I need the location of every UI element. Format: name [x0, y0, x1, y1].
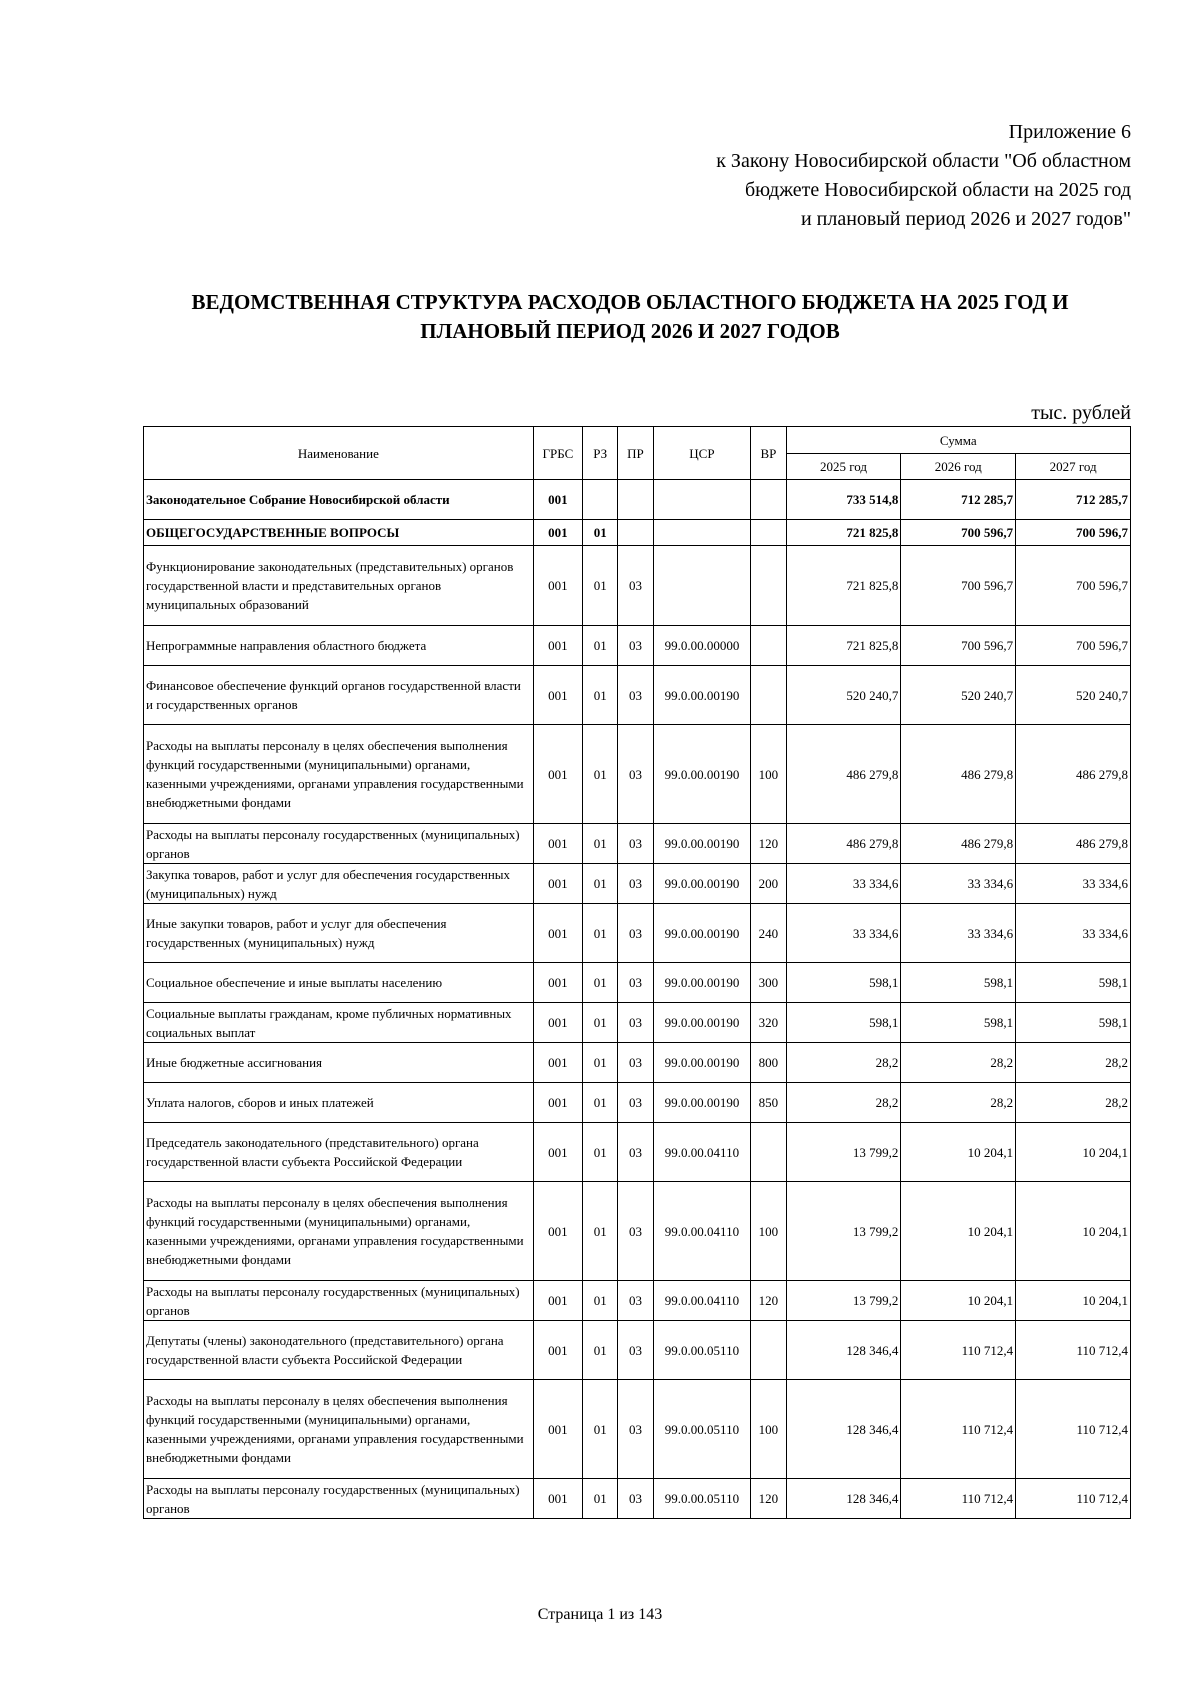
table-cell-name: Расходы на выплаты персоналу государственных (муниципальных) органов [144, 1281, 534, 1321]
appendix-line-1: Приложение 6 [1008, 121, 1131, 143]
table-cell-csr: 99.0.00.00190 [653, 666, 751, 725]
table-cell-rz [583, 480, 618, 520]
table-cell-2027: 10 204,1 [1016, 1281, 1131, 1321]
appendix-line-3: бюджете Новосибирской области на 2025 год [744, 179, 1131, 201]
table-cell-2026: 520 240,7 [901, 666, 1016, 725]
table-cell-vr [751, 1321, 786, 1380]
table-cell-2026: 598,1 [901, 1003, 1016, 1043]
header-pr: ПР [618, 427, 653, 480]
table-cell-2026: 700 596,7 [901, 546, 1016, 626]
table-cell-csr: 99.0.00.00190 [653, 1003, 751, 1043]
table-cell-rz: 01 [583, 546, 618, 626]
table-cell-grbs: 001 [533, 1182, 582, 1281]
table-cell-2027: 700 596,7 [1016, 520, 1131, 546]
table-cell-rz: 01 [583, 1479, 618, 1519]
table-cell-2027: 28,2 [1016, 1083, 1131, 1123]
table-cell-name: Председатель законодательного (представительного) органа государственной власти субъекта Российской Федерации [144, 1123, 534, 1182]
table-row [144, 1182, 1131, 1281]
table-row [144, 1123, 1131, 1182]
table-cell-2025: 598,1 [786, 1003, 901, 1043]
table-cell-name: Расходы на выплаты персоналу в целях обеспечения выполнения функций государственными (муниципальными) органами, казенными учреждениями, органами управления государственными внебюджетными фондами [144, 725, 534, 824]
table-row [144, 666, 1131, 725]
table-cell-csr [653, 480, 751, 520]
header-vr: ВР [751, 427, 786, 480]
table-cell-pr: 03 [618, 626, 653, 666]
table-cell-csr: 99.0.00.00190 [653, 864, 751, 904]
table-cell-vr [751, 520, 786, 546]
table-cell-rz: 01 [583, 725, 618, 824]
table-cell-csr [653, 520, 751, 546]
table-cell-pr: 03 [618, 904, 653, 963]
table-row [144, 626, 1131, 666]
table-cell-rz: 01 [583, 666, 618, 725]
table-cell-csr: 99.0.00.00190 [653, 904, 751, 963]
table-cell-rz: 01 [583, 824, 618, 864]
table-cell-pr: 03 [618, 1123, 653, 1182]
table-cell-grbs: 001 [533, 1479, 582, 1519]
table-cell-vr: 100 [751, 725, 786, 824]
table-cell-rz: 01 [583, 1083, 618, 1123]
table-cell-2027: 700 596,7 [1016, 546, 1131, 626]
header-csr: ЦСР [653, 427, 751, 480]
table-cell-pr: 03 [618, 546, 653, 626]
table-cell-2025: 721 825,8 [786, 626, 901, 666]
table-cell-name: Расходы на выплаты персоналу государственных (муниципальных) органов [144, 1479, 534, 1519]
table-cell-pr: 03 [618, 864, 653, 904]
table-cell-2025: 733 514,8 [786, 480, 901, 520]
table-cell-rz: 01 [583, 1380, 618, 1479]
title-line-2: ПЛАНОВЫЙ ПЕРИОД 2026 И 2027 ГОДОВ [420, 319, 840, 343]
table-cell-csr: 99.0.00.05110 [653, 1321, 751, 1380]
title-line-1: ВЕДОМСТВЕННАЯ СТРУКТУРА РАСХОДОВ ОБЛАСТНОГО БЮДЖЕТА НА 2025 ГОД И [191, 290, 1069, 314]
table-cell-name: Уплата налогов, сборов и иных платежей [144, 1083, 534, 1123]
table-cell-rz: 01 [583, 864, 618, 904]
table-cell-pr: 03 [618, 1321, 653, 1380]
table-cell-rz: 01 [583, 1321, 618, 1380]
table-cell-vr [751, 1123, 786, 1182]
table-row [144, 480, 1131, 520]
table-row [144, 1281, 1131, 1321]
table-cell-grbs: 001 [533, 520, 582, 546]
table-cell-rz: 01 [583, 1182, 618, 1281]
table-cell-2025: 721 825,8 [786, 546, 901, 626]
header-rz: РЗ [583, 427, 618, 480]
table-cell-2027: 33 334,6 [1016, 904, 1131, 963]
table-cell-name: Иные бюджетные ассигнования [144, 1043, 534, 1083]
table-cell-csr: 99.0.00.00190 [653, 1083, 751, 1123]
table-row [144, 1479, 1131, 1519]
table-cell-csr: 99.0.00.04110 [653, 1281, 751, 1321]
table-cell-2026: 110 712,4 [901, 1321, 1016, 1380]
table-cell-vr: 120 [751, 1479, 786, 1519]
appendix-line-2: к Закону Новосибирской области "Об областном [716, 150, 1131, 172]
table-cell-grbs: 001 [533, 1123, 582, 1182]
table-cell-2025: 486 279,8 [786, 725, 901, 824]
table-cell-csr: 99.0.00.00190 [653, 824, 751, 864]
units-label: тыс. рублей [1031, 402, 1131, 424]
table-cell-name: ОБЩЕГОСУДАРСТВЕННЫЕ ВОПРОСЫ [144, 520, 534, 546]
table-cell-grbs: 001 [533, 666, 582, 725]
table-cell-csr: 99.0.00.05110 [653, 1479, 751, 1519]
table-cell-rz: 01 [583, 520, 618, 546]
table-row [144, 1003, 1131, 1043]
table-cell-vr: 300 [751, 963, 786, 1003]
document-title [130, 288, 1130, 346]
table-cell-csr: 99.0.00.00190 [653, 1043, 751, 1083]
table-cell-pr [618, 520, 653, 546]
table-cell-vr [751, 666, 786, 725]
header-2026: 2026 год [901, 454, 1016, 480]
table-cell-pr: 03 [618, 1182, 653, 1281]
table-row [144, 520, 1131, 546]
appendix-line-4: и плановый период 2026 и 2027 годов" [800, 208, 1131, 230]
table-cell-2027: 712 285,7 [1016, 480, 1131, 520]
table-cell-2025: 28,2 [786, 1083, 901, 1123]
table-cell-2025: 13 799,2 [786, 1281, 901, 1321]
table-cell-vr: 100 [751, 1182, 786, 1281]
table-cell-2027: 33 334,6 [1016, 864, 1131, 904]
table-cell-rz: 01 [583, 1043, 618, 1083]
table-cell-vr: 850 [751, 1083, 786, 1123]
table-cell-grbs: 001 [533, 1281, 582, 1321]
table-cell-name: Функционирование законодательных (представительных) органов государственной власти и представительных органов муниципальных образований [144, 546, 534, 626]
table-row [144, 546, 1131, 626]
table-cell-name: Законодательное Собрание Новосибирской области [144, 480, 534, 520]
table-cell-2027: 28,2 [1016, 1043, 1131, 1083]
table-cell-vr: 320 [751, 1003, 786, 1043]
table-cell-vr: 120 [751, 824, 786, 864]
table-cell-2025: 721 825,8 [786, 520, 901, 546]
table-cell-name: Финансовое обеспечение функций органов государственной власти и государственных органов [144, 666, 534, 725]
table-cell-2026: 712 285,7 [901, 480, 1016, 520]
table-cell-pr: 03 [618, 824, 653, 864]
table-cell-pr: 03 [618, 1083, 653, 1123]
table-cell-2026: 10 204,1 [901, 1182, 1016, 1281]
table-cell-name: Непрограммные направления областного бюджета [144, 626, 534, 666]
table-cell-grbs: 001 [533, 963, 582, 1003]
table-cell-2027: 598,1 [1016, 963, 1131, 1003]
table-cell-grbs: 001 [533, 1003, 582, 1043]
table-cell-2026: 598,1 [901, 963, 1016, 1003]
budget-table [143, 426, 1131, 1519]
table-cell-name: Расходы на выплаты персоналу в целях обеспечения выполнения функций государственными (муниципальными) органами, казенными учреждениями, органами управления государственными внебюджетными фондами [144, 1380, 534, 1479]
table-cell-grbs: 001 [533, 824, 582, 864]
table-cell-2026: 110 712,4 [901, 1479, 1016, 1519]
table-cell-2025: 13 799,2 [786, 1123, 901, 1182]
header-2025: 2025 год [786, 454, 901, 480]
table-cell-rz: 01 [583, 626, 618, 666]
table-cell-name: Расходы на выплаты персоналу в целях обеспечения выполнения функций государственными (муниципальными) органами, казенными учреждениями, органами управления государственными внебюджетными фондами [144, 1182, 534, 1281]
table-cell-rz: 01 [583, 1281, 618, 1321]
table-cell-grbs: 001 [533, 480, 582, 520]
table-cell-vr [751, 480, 786, 520]
table-cell-2027: 700 596,7 [1016, 626, 1131, 666]
table-cell-2025: 598,1 [786, 963, 901, 1003]
table-cell-csr: 99.0.00.05110 [653, 1380, 751, 1479]
table-cell-grbs: 001 [533, 1321, 582, 1380]
table-cell-pr: 03 [618, 1479, 653, 1519]
table-cell-name: Депутаты (члены) законодательного (представительного) органа государственной власти субъекта Российской Федерации [144, 1321, 534, 1380]
table-cell-2027: 10 204,1 [1016, 1123, 1131, 1182]
table-cell-2026: 486 279,8 [901, 824, 1016, 864]
table-row [144, 824, 1131, 864]
table-cell-2025: 33 334,6 [786, 864, 901, 904]
table-cell-2026: 700 596,7 [901, 626, 1016, 666]
table-cell-pr [618, 480, 653, 520]
table-cell-2027: 486 279,8 [1016, 725, 1131, 824]
table-cell-grbs: 001 [533, 546, 582, 626]
header-sum: Сумма [786, 427, 1130, 454]
table-cell-vr: 100 [751, 1380, 786, 1479]
table-cell-csr [653, 546, 751, 626]
table-cell-2025: 33 334,6 [786, 904, 901, 963]
table-cell-2025: 128 346,4 [786, 1321, 901, 1380]
table-cell-name: Социальные выплаты гражданам, кроме публичных нормативных социальных выплат [144, 1003, 534, 1043]
table-cell-2025: 28,2 [786, 1043, 901, 1083]
table-cell-pr: 03 [618, 725, 653, 824]
table-cell-vr: 240 [751, 904, 786, 963]
table-cell-2027: 110 712,4 [1016, 1380, 1131, 1479]
table-row [144, 864, 1131, 904]
table-cell-2025: 128 346,4 [786, 1479, 901, 1519]
table-row [144, 963, 1131, 1003]
table-cell-grbs: 001 [533, 725, 582, 824]
table-cell-csr: 99.0.00.00190 [653, 963, 751, 1003]
table-cell-csr: 99.0.00.04110 [653, 1182, 751, 1281]
table-row [144, 725, 1131, 824]
table-cell-pr: 03 [618, 1281, 653, 1321]
table-cell-grbs: 001 [533, 864, 582, 904]
table-cell-grbs: 001 [533, 1043, 582, 1083]
table-cell-2026: 28,2 [901, 1083, 1016, 1123]
table-cell-pr: 03 [618, 666, 653, 725]
table-cell-2025: 13 799,2 [786, 1182, 901, 1281]
page-number: Страница 1 из 143 [537, 1606, 663, 1623]
appendix-note [611, 118, 1131, 234]
header-name: Наименование [144, 427, 534, 480]
table-cell-vr [751, 546, 786, 626]
table-cell-2026: 33 334,6 [901, 864, 1016, 904]
table-cell-2025: 520 240,7 [786, 666, 901, 725]
table-cell-2026: 28,2 [901, 1043, 1016, 1083]
table-cell-vr: 800 [751, 1043, 786, 1083]
table-cell-grbs: 001 [533, 626, 582, 666]
table-row [144, 1321, 1131, 1380]
table-cell-name: Расходы на выплаты персоналу государственных (муниципальных) органов [144, 824, 534, 864]
table-cell-pr: 03 [618, 1043, 653, 1083]
table-cell-pr: 03 [618, 1380, 653, 1479]
table-cell-2027: 10 204,1 [1016, 1182, 1131, 1281]
table-cell-2027: 520 240,7 [1016, 666, 1131, 725]
table-header [144, 427, 1131, 480]
table-cell-rz: 01 [583, 963, 618, 1003]
table-cell-2025: 486 279,8 [786, 824, 901, 864]
table-cell-grbs: 001 [533, 1380, 582, 1479]
table-cell-2026: 700 596,7 [901, 520, 1016, 546]
header-grbs: ГРБС [533, 427, 582, 480]
table-cell-2027: 110 712,4 [1016, 1479, 1131, 1519]
table-cell-csr: 99.0.00.04110 [653, 1123, 751, 1182]
table-cell-2027: 598,1 [1016, 1003, 1131, 1043]
table-row [144, 1083, 1131, 1123]
table-cell-csr: 99.0.00.00000 [653, 626, 751, 666]
table-cell-name: Социальное обеспечение и иные выплаты населению [144, 963, 534, 1003]
table-cell-name: Иные закупки товаров, работ и услуг для обеспечения государственных (муниципальных) нужд [144, 904, 534, 963]
table-cell-2027: 110 712,4 [1016, 1321, 1131, 1380]
table-cell-vr: 200 [751, 864, 786, 904]
table-cell-name: Закупка товаров, работ и услуг для обеспечения государственных (муниципальных) нужд [144, 864, 534, 904]
table-cell-rz: 01 [583, 1123, 618, 1182]
table-cell-pr: 03 [618, 1003, 653, 1043]
table-cell-rz: 01 [583, 904, 618, 963]
table-body [144, 480, 1131, 1519]
table-cell-csr: 99.0.00.00190 [653, 725, 751, 824]
table-cell-2025: 128 346,4 [786, 1380, 901, 1479]
table-row [144, 904, 1131, 963]
header-2027: 2027 год [1016, 454, 1131, 480]
table-cell-vr [751, 626, 786, 666]
table-cell-rz: 01 [583, 1003, 618, 1043]
table-cell-2027: 486 279,8 [1016, 824, 1131, 864]
table-cell-2026: 486 279,8 [901, 725, 1016, 824]
table-cell-2026: 110 712,4 [901, 1380, 1016, 1479]
table-row [144, 1043, 1131, 1083]
table-cell-grbs: 001 [533, 904, 582, 963]
table-cell-grbs: 001 [533, 1083, 582, 1123]
table-row [144, 1380, 1131, 1479]
table-cell-2026: 10 204,1 [901, 1123, 1016, 1182]
table-cell-pr: 03 [618, 963, 653, 1003]
table-cell-vr: 120 [751, 1281, 786, 1321]
table-cell-2026: 10 204,1 [901, 1281, 1016, 1321]
table-cell-2026: 33 334,6 [901, 904, 1016, 963]
